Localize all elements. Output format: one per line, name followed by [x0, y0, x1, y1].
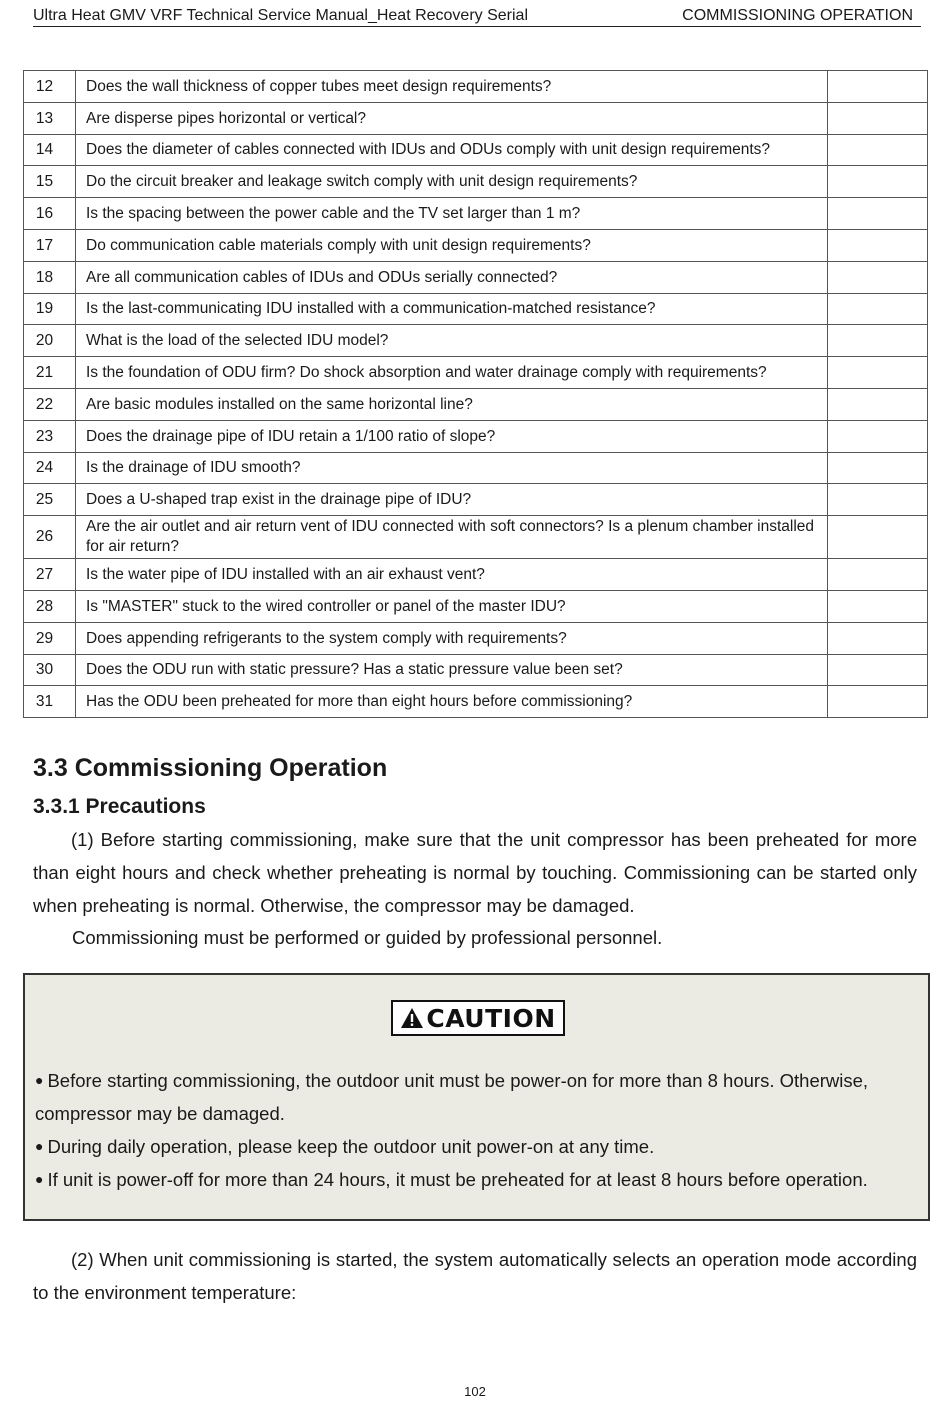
checklist-item-question: Does the wall thickness of copper tubes meet design requirements?: [76, 71, 828, 103]
checklist-check-cell: [828, 452, 928, 484]
checklist-row: [24, 484, 928, 516]
checklist-check-cell: [828, 102, 928, 134]
checklist-check-cell: [828, 293, 928, 325]
checklist-row: [24, 452, 928, 484]
checklist-check-cell: [828, 325, 928, 357]
checklist-item-number: 16: [24, 198, 76, 230]
page-number: 102: [464, 1384, 486, 1399]
checklist-item-question: Is the water pipe of IDU installed with an air exhaust vent?: [76, 559, 828, 591]
header-manual-title: Ultra Heat GMV VRF Technical Service Manual_Heat Recovery Serial: [33, 7, 529, 24]
checklist-check-cell: [828, 622, 928, 654]
caution-bullet: ● During daily operation, please keep the outdoor unit power-on at any time.: [35, 1136, 655, 1157]
checklist-item-number: 13: [24, 102, 76, 134]
checklist-item-question: Are the air outlet and air return vent of IDU connected with soft connectors? Is a plenum chamber installed for air return?: [76, 516, 828, 559]
precaution-paragraph-2: Commissioning must be performed or guided by professional personnel.: [72, 927, 663, 948]
checklist-row: [24, 357, 928, 389]
checklist-item-number: 21: [24, 357, 76, 389]
checklist-check-cell: [828, 198, 928, 230]
precaution-paragraph-1: (1) Before starting commissioning, make sure that the unit compressor has been preheated for more than eight hours and check whether preheating is normal by touching. Commissioning can be started only when preheating is normal. Otherwise, the compressor may be damaged.: [33, 829, 917, 916]
caution-label: CAUTION: [426, 1003, 556, 1033]
checklist-item-number: 26: [24, 516, 76, 559]
checklist-item-question: Do communication cable materials comply with unit design requirements?: [76, 229, 828, 261]
checklist-item-number: 17: [24, 229, 76, 261]
checklist-item-number: 12: [24, 71, 76, 103]
warning-triangle-icon: [400, 1007, 424, 1029]
caution-bullet: ● Before starting commissioning, the outdoor unit must be power-on for more than 8 hours. Otherwise, compressor may be damaged.: [35, 1070, 869, 1124]
checklist-item-number: 28: [24, 590, 76, 622]
bullet-dot-icon: ●: [35, 1171, 44, 1187]
checklist-item-question: What is the load of the selected IDU model?: [76, 325, 828, 357]
checklist-item-question: Does the drainage pipe of IDU retain a 1/100 ratio of slope?: [76, 420, 828, 452]
checklist-row: [24, 102, 928, 134]
subsection-title: 3.3.1 Precautions: [33, 795, 206, 818]
checklist-item-number: 20: [24, 325, 76, 357]
header-chapter-title: COMMISSIONING OPERATION: [682, 7, 913, 24]
checklist-row: [24, 388, 928, 420]
checklist-row: [24, 134, 928, 166]
caution-badge: [391, 1000, 565, 1036]
checklist-item-number: 24: [24, 452, 76, 484]
checklist-row: [24, 590, 928, 622]
checklist-check-cell: [828, 420, 928, 452]
checklist-item-number: 30: [24, 654, 76, 686]
checklist-item-question: Is the last-communicating IDU installed with a communication-matched resistance?: [76, 293, 828, 325]
checklist-item-question: Are all communication cables of IDUs and ODUs serially connected?: [76, 261, 828, 293]
page-header: [33, 4, 921, 27]
checklist-item-number: 19: [24, 293, 76, 325]
checklist-check-cell: [828, 686, 928, 718]
commissioning-checklist-table: [23, 70, 928, 718]
checklist-item-number: 22: [24, 388, 76, 420]
checklist-check-cell: [828, 388, 928, 420]
bullet-dot-icon: ●: [35, 1138, 44, 1154]
section-title: 3.3 Commissioning Operation: [33, 754, 388, 782]
checklist-item-number: 31: [24, 686, 76, 718]
checklist-item-question: Does a U-shaped trap exist in the drainage pipe of IDU?: [76, 484, 828, 516]
checklist-row: [24, 198, 928, 230]
checklist-item-question: Does appending refrigerants to the system comply with requirements?: [76, 622, 828, 654]
checklist-check-cell: [828, 134, 928, 166]
checklist-row: [24, 622, 928, 654]
checklist-row: [24, 516, 928, 559]
caution-bullet: ● If unit is power-off for more than 24 hours, it must be preheated for at least 8 hours before operation.: [35, 1169, 868, 1190]
checklist-row: [24, 654, 928, 686]
caution-box: [23, 973, 930, 1221]
checklist-check-cell: [828, 261, 928, 293]
checklist-item-number: 29: [24, 622, 76, 654]
checklist-item-question: Is the foundation of ODU firm? Do shock absorption and water drainage comply with requirements?: [76, 357, 828, 389]
checklist-check-cell: [828, 654, 928, 686]
checklist-item-number: 14: [24, 134, 76, 166]
checklist-item-question: Do the circuit breaker and leakage switch comply with unit design requirements?: [76, 166, 828, 198]
checklist-item-question: Has the ODU been preheated for more than eight hours before commissioning?: [76, 686, 828, 718]
checklist-item-number: 25: [24, 484, 76, 516]
checklist-item-question: Does the diameter of cables connected with IDUs and ODUs comply with unit design requirements?: [76, 134, 828, 166]
checklist-check-cell: [828, 166, 928, 198]
checklist-check-cell: [828, 516, 928, 559]
checklist-check-cell: [828, 357, 928, 389]
checklist-check-cell: [828, 484, 928, 516]
checklist-item-question: Is the drainage of IDU smooth?: [76, 452, 828, 484]
caution-bullet-list: [35, 1064, 915, 1196]
checklist-check-cell: [828, 229, 928, 261]
checklist-row: [24, 559, 928, 591]
checklist-row: [24, 293, 928, 325]
checklist-item-number: 18: [24, 261, 76, 293]
checklist-row: [24, 686, 928, 718]
checklist-item-question: Are disperse pipes horizontal or vertical?: [76, 102, 828, 134]
checklist-check-cell: [828, 559, 928, 591]
bullet-dot-icon: ●: [35, 1072, 44, 1088]
checklist-item-number: 23: [24, 420, 76, 452]
checklist-row: [24, 71, 928, 103]
checklist-item-question: Is the spacing between the power cable and the TV set larger than 1 m?: [76, 198, 828, 230]
checklist-item-question: Are basic modules installed on the same horizontal line?: [76, 388, 828, 420]
checklist-row: [24, 261, 928, 293]
checklist-item-question: Does the ODU run with static pressure? Has a static pressure value been set?: [76, 654, 828, 686]
checklist-item-number: 15: [24, 166, 76, 198]
checklist-check-cell: [828, 590, 928, 622]
checklist-row: [24, 420, 928, 452]
checklist-item-question: Is "MASTER" stuck to the wired controller or panel of the master IDU?: [76, 590, 828, 622]
checklist-check-cell: [828, 71, 928, 103]
precaution-paragraph-3: (2) When unit commissioning is started, the system automatically selects an operation mode according to the environment temperature:: [33, 1249, 917, 1303]
checklist-row: [24, 325, 928, 357]
checklist-row: [24, 166, 928, 198]
checklist-row: [24, 229, 928, 261]
checklist-item-number: 27: [24, 559, 76, 591]
